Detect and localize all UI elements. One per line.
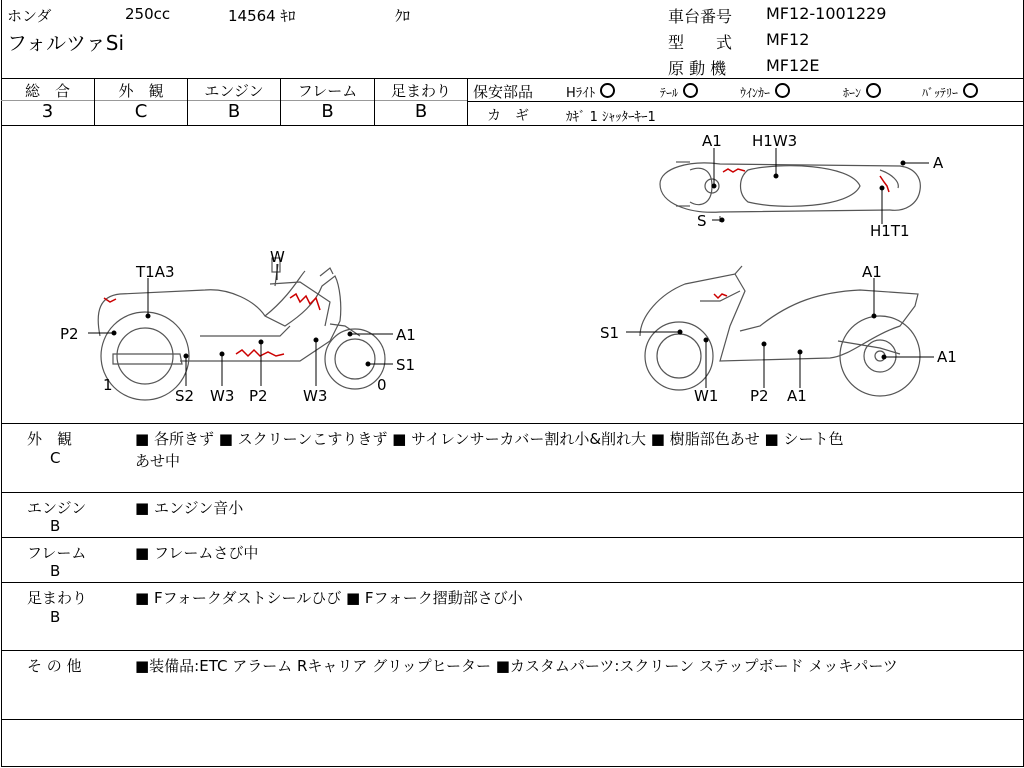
engine-grade-label: エンジン	[204, 82, 264, 100]
remark-label-engine: エンジン	[27, 499, 87, 517]
diagram-label: H1W3	[752, 132, 798, 150]
remark-grade-exterior: C	[50, 449, 61, 467]
divider	[467, 78, 468, 125]
diagram-label: A	[933, 154, 944, 172]
ok-mark-icon	[963, 83, 978, 98]
ok-mark-icon	[775, 83, 790, 98]
safety-label: 保安部品	[473, 83, 534, 101]
key-value: ｶｷﾞ 1 ｼｬｯﾀｰｷｰ1	[566, 110, 656, 125]
remark-label-other: そ の 他	[27, 657, 82, 675]
damage-diagram	[0, 126, 1024, 423]
damage-mark	[236, 350, 284, 356]
damage-mark	[714, 294, 727, 298]
diagram-label: P2	[750, 387, 769, 405]
remark-label-suspension: 足まわり	[27, 589, 88, 607]
divider	[1, 537, 1023, 538]
divider	[1, 78, 1023, 79]
diagram-label: W3	[303, 387, 328, 405]
engine-grade: B	[227, 101, 241, 122]
divider	[1, 719, 1023, 720]
suspension-grade: B	[414, 101, 428, 122]
damage-mark	[290, 294, 320, 310]
diagram-label: P2	[249, 387, 268, 405]
safety-item-horn: ﾎｰﾝ	[843, 83, 881, 101]
diagram-label: A1	[862, 263, 882, 281]
safety-item-tail: ﾃｰﾙ	[660, 83, 698, 101]
engine-value: MF12E	[766, 56, 820, 75]
remark-label-exterior: 外 観	[27, 430, 73, 448]
diagram-label: A1	[787, 387, 807, 405]
diagram-label: T1A3	[136, 263, 175, 281]
model-name: フォルツァSi	[7, 31, 125, 55]
safety-item-battery: ﾊﾞｯﾃﾘｰ	[922, 83, 978, 101]
displacement: 250cc	[125, 5, 171, 23]
remark-text-frame: ■ フレームさび中	[135, 544, 259, 562]
ok-mark-icon	[866, 83, 881, 98]
remark-grade-frame: B	[50, 562, 61, 580]
diagram-label: A1	[937, 348, 957, 366]
overall-grade: 3	[41, 101, 54, 122]
damage-mark	[723, 169, 745, 172]
remark-text-exterior: ■ 各所きず ■ スクリーンこすりきず ■ サイレンサーカバー割れ小&削れ大 ■ 樹脂部色あせ ■ シート色	[135, 430, 844, 448]
remark-text-suspension: ■ Fフォークダストシールひび ■ Fフォーク摺動部さび小	[135, 589, 523, 607]
mileage: 14564 ｷﾛ	[228, 7, 296, 25]
divider	[1, 650, 1023, 651]
frame-grade: B	[321, 101, 334, 122]
frame-grade-label: フレーム	[297, 82, 358, 100]
remark-text-engine: ■ エンジン音小	[135, 499, 244, 517]
diagram-label: A1	[396, 326, 416, 344]
type-value: MF12	[766, 30, 810, 49]
diagram-label: W3	[210, 387, 235, 405]
remark-text-other: ■装備品:ETC アラーム Rキャリア グリップヒーター ■カスタムパーツ:スクリーン ステップボード メッキパーツ	[135, 657, 898, 675]
exterior-label: 外 観	[118, 82, 164, 100]
remark-text-exterior-cont: あせ中	[135, 452, 181, 470]
divider	[1, 492, 1023, 493]
diagram-label: 1	[103, 376, 113, 394]
overall-label: 総 合	[24, 82, 70, 100]
diagram-label: H1T1	[870, 222, 910, 240]
maker: ホンダ	[7, 7, 52, 25]
divider	[1, 423, 1023, 424]
diagram-label: A1	[702, 132, 722, 150]
color: ｸﾛ	[395, 7, 411, 25]
divider	[1, 582, 1023, 583]
safety-item-headlight: Hﾗｲﾄ	[566, 82, 615, 101]
diagram-label: W	[270, 248, 285, 266]
exterior-grade: C	[134, 101, 148, 122]
diagram-label: W1	[694, 387, 719, 405]
key-label: カ ギ	[487, 108, 529, 124]
divider	[467, 101, 1023, 102]
type-label: 型 式	[668, 33, 733, 52]
remark-grade-engine: B	[50, 517, 61, 535]
ok-mark-icon	[600, 83, 615, 98]
ok-mark-icon	[683, 83, 698, 98]
engine-label: 原 動 機	[668, 59, 727, 78]
diagram-label: P2	[60, 325, 79, 343]
remark-label-frame: フレーム	[27, 544, 87, 562]
diagram-label: S2	[175, 387, 195, 405]
frame-no: MF12-1001229	[766, 4, 887, 23]
diagram-label: S1	[600, 324, 620, 342]
diagram-label: S1	[396, 356, 416, 374]
diagram-label: 0	[377, 376, 387, 394]
frame-no-label: 車台番号	[668, 7, 733, 26]
remark-grade-suspension: B	[50, 608, 61, 626]
damage-mark	[104, 298, 116, 302]
suspension-grade-label: 足まわり	[390, 82, 451, 100]
diagram-label: S	[697, 212, 707, 230]
safety-item-winker: ｳｲﾝｶｰ	[740, 83, 790, 101]
leader-lines	[88, 148, 934, 388]
